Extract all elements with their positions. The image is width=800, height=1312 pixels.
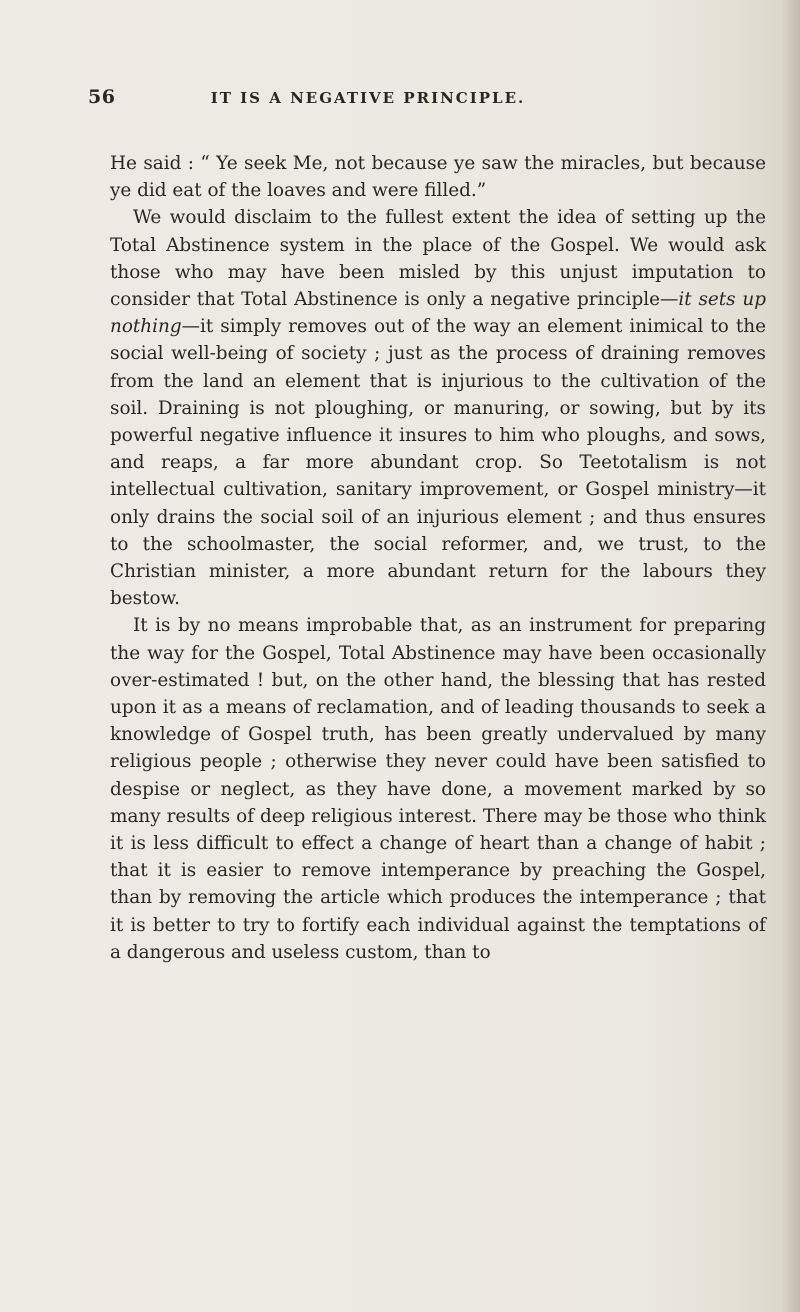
paragraph-quote: He said : “ Ye seek Me, not because ye saw the miracles, but because ye did eat of the loaves and were filled.” — [110, 153, 766, 202]
paragraph-disclaimer — [110, 204, 766, 612]
page-header — [88, 86, 688, 116]
paragraph-disclaimer-start: We would disclaim to the fullest extent the idea of setting up the Total Abstinence system in the place of the Gospel. We would ask those who may have been misled by this unjust imputation to consider that Total Abstinence is only a negative principle— — [110, 207, 766, 311]
paragraph-disclaimer-end: —it simply removes out of the way an element inimical to the social well-being of society ; just as the process of draining removes from the land an element that is injurious to the cultivation of the soil. Draining is not ploughing, or manuring, or sowing, but by its powerful negative influence it insures to him who ploughs, and sows, and reaps, a far more abundant crop. So Teetotalism is not intellectual cultivation, sanitary improvement, or Gospel ministry—it only drains the social soil of an injurious element ; and thus ensures to the schoolmaster, the social reformer, and, we trust, to the Christian minister, a more abundant return for the labours they bestow. — [110, 316, 766, 610]
page-number: 56 — [88, 86, 116, 108]
body-text — [110, 150, 766, 966]
paragraph-instrument: It is by no means improbable that, as an instrument for preparing the way for the Gospel, Total Abstinence may have been occasionally over-estimated ! but, on the other hand, the blessing that has rested upon it as a means of reclamation, and of leading thousands to seek a knowledge of Gospel truth, has been greatly undervalued by many religious people ; otherwise they never could have been satisfied to despise or neglect, as they have done, a movement marked by so many results of deep religious interest. There may be those who think it is less difficult to effect a change of heart than a change of habit ; that it is easier to remove intemperance by preaching the Gospel, than by removing the article which produces the intemperance ; that it is better to try to fortify each individual against the temptations of a dangerous and useless custom, than to — [110, 615, 766, 963]
italic-phrase: it sets up nothing — [110, 289, 766, 338]
page-edge-shadow — [782, 0, 800, 1312]
running-head: IT IS A NEGATIVE PRINCIPLE. — [210, 89, 526, 107]
